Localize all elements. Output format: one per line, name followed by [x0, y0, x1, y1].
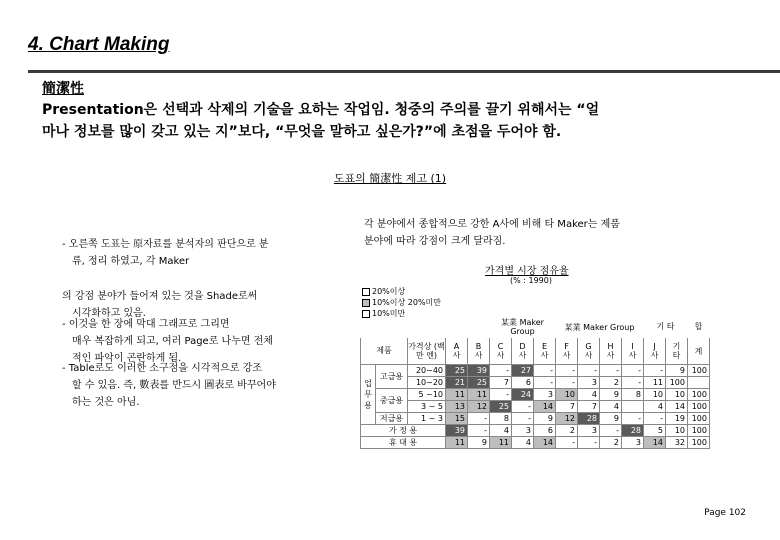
tier-cell: 고급용: [376, 365, 408, 389]
chart-note-line-1: 각 분야에서 종합적으로 강한 A사에 비해 타 Maker는 제품: [364, 219, 620, 230]
value-cell: 11: [446, 389, 468, 401]
table-group-row: [361, 316, 710, 338]
slide-title: 4. Chart Making: [28, 34, 170, 55]
value-cell: 8: [622, 389, 644, 401]
value-cell: 2: [600, 377, 622, 389]
company-suffix: 계: [694, 346, 703, 356]
value-cell: 28: [578, 413, 600, 425]
value-cell: 11: [644, 377, 666, 389]
chart-note: [364, 216, 620, 250]
value-cell: 12: [468, 401, 490, 413]
bullet-1: [62, 236, 269, 270]
value-cell: -: [600, 365, 622, 377]
value-cell: 39: [468, 365, 490, 377]
table-row: [361, 413, 710, 425]
value-cell: 14: [534, 401, 556, 413]
value-cell: 2: [556, 425, 578, 437]
company-name: B: [475, 342, 482, 351]
value-cell: 100: [688, 413, 710, 425]
value-cell: 25: [446, 365, 468, 377]
bullet-4-line-3: 하는 것은 아님.: [72, 397, 140, 408]
bullet-4: [62, 360, 276, 411]
page-number: Page 102: [704, 508, 746, 518]
value-cell: -: [578, 437, 600, 449]
value-cell: 10: [644, 389, 666, 401]
value-cell: 3: [578, 425, 600, 437]
company-suffix: 사: [606, 351, 615, 360]
company-header: [468, 338, 490, 365]
value-cell: -: [468, 413, 490, 425]
company-name: E: [541, 342, 548, 351]
price-range-cell: 20~40: [408, 365, 446, 377]
value-cell: 14: [534, 437, 556, 449]
value-cell: 7: [490, 377, 512, 389]
legend-label-high: 20%이상: [372, 287, 406, 296]
value-cell: 3: [534, 389, 556, 401]
value-cell: -: [512, 413, 534, 425]
value-cell: 100: [688, 437, 710, 449]
value-cell: 9: [600, 389, 622, 401]
value-cell: 6: [534, 425, 556, 437]
value-cell: 6: [512, 377, 534, 389]
table-header-row: [361, 338, 710, 365]
value-cell: 7: [556, 401, 578, 413]
value-cell: 11: [446, 437, 468, 449]
price-range-cell: 3 ~ 5: [408, 401, 446, 413]
value-cell: 14: [644, 437, 666, 449]
value-cell: 4: [644, 401, 666, 413]
product-header: 제품: [361, 338, 408, 365]
section-heading: 簡潔性: [42, 81, 84, 97]
company-name: G: [585, 342, 592, 351]
value-cell: 100: [688, 389, 710, 401]
value-cell: -: [556, 437, 578, 449]
value-cell: 3: [578, 377, 600, 389]
company-header: [666, 338, 688, 365]
value-cell: 9: [666, 365, 688, 377]
value-cell: 100: [688, 365, 710, 377]
value-cell: -: [600, 425, 622, 437]
value-cell: -: [622, 377, 644, 389]
company-header: [534, 338, 556, 365]
group-1-header: 某業 Maker Group: [501, 318, 544, 336]
company-suffix: 사: [650, 351, 659, 360]
chart-legend: [362, 286, 441, 319]
legend-swatch-dark: [362, 288, 370, 296]
company-header: [578, 338, 600, 365]
bullet-1-line-1: - 오른쪽 도표는 原자료를 분석자의 판단으로 분: [62, 239, 269, 250]
company-header: [644, 338, 666, 365]
company-header: [446, 338, 468, 365]
total-header: 합: [694, 322, 703, 331]
company-suffix: 사: [474, 351, 483, 360]
value-cell: 10: [666, 425, 688, 437]
value-cell: -: [622, 365, 644, 377]
value-cell: 4: [512, 437, 534, 449]
value-cell: 10: [666, 389, 688, 401]
bullet-2-line-2: 시각화하고 있음.: [72, 308, 146, 319]
value-cell: 9: [600, 413, 622, 425]
table-row: [361, 389, 710, 401]
bullet-4-line-1: - Table로도 이러한 소구점을 시각적으로 강조: [62, 363, 262, 374]
company-suffix: 타: [672, 351, 681, 360]
value-cell: -: [644, 413, 666, 425]
value-cell: 9: [534, 413, 556, 425]
company-name: D: [519, 342, 526, 351]
table-body: [361, 316, 710, 449]
bullet-4-line-2: 할 수 있음. 즉, 數表를 반드시 圖表로 바꾸어야: [72, 380, 276, 391]
value-cell: 28: [622, 425, 644, 437]
value-cell: -: [578, 365, 600, 377]
market-share-table: [360, 316, 710, 449]
value-cell: [688, 377, 710, 389]
chart-note-line-2: 분야에 따라 강점이 크게 달라짐.: [364, 236, 506, 247]
tier-cell: 저급용: [376, 413, 408, 425]
table-row: [361, 377, 710, 389]
value-cell: 3: [622, 437, 644, 449]
value-cell: 13: [446, 401, 468, 413]
value-cell: 39: [446, 425, 468, 437]
value-cell: -: [534, 377, 556, 389]
company-header: [622, 338, 644, 365]
company-name: J: [653, 342, 656, 351]
bullet-3-line-1: - 이것을 한 장에 막대 그래프로 그리면: [62, 319, 230, 330]
value-cell: -: [512, 401, 534, 413]
value-cell: 9: [468, 437, 490, 449]
company-suffix: 사: [452, 351, 461, 360]
company-header: [688, 338, 710, 365]
value-cell: -: [644, 365, 666, 377]
company-header: [600, 338, 622, 365]
other-header: 기 타: [656, 322, 675, 331]
value-cell: 100: [666, 377, 688, 389]
company-name: I: [631, 342, 634, 351]
value-cell: -: [490, 365, 512, 377]
bullet-1-line-2: 류, 정리 하였고, 각 Maker: [72, 256, 190, 267]
segment-cell: 가 정 용: [361, 425, 446, 437]
bullet-3-line-3: 적인 파악이 곤란하게 됨.: [72, 353, 182, 364]
price-range-cell: 1 ~ 3: [408, 413, 446, 425]
value-cell: 14: [666, 401, 688, 413]
value-cell: 2: [600, 437, 622, 449]
price-range-cell: 10~20: [408, 377, 446, 389]
value-cell: 11: [468, 389, 490, 401]
chart-unit: (% : 1990): [510, 276, 552, 285]
company-name: A: [453, 342, 460, 351]
value-cell: 100: [688, 401, 710, 413]
legend-label-low: 10%미만: [372, 309, 406, 318]
table-row: [361, 425, 710, 437]
corner-blank: [361, 316, 446, 338]
value-cell: 15: [446, 413, 468, 425]
value-cell: 4: [600, 401, 622, 413]
legend-swatch-grey: [362, 299, 370, 307]
value-cell: 32: [666, 437, 688, 449]
value-cell: 7: [578, 401, 600, 413]
value-cell: 24: [512, 389, 534, 401]
company-suffix: 사: [540, 351, 549, 360]
value-cell: [622, 401, 644, 413]
table-row: [361, 437, 710, 449]
table-row: [361, 365, 710, 377]
value-cell: 4: [490, 425, 512, 437]
value-cell: 10: [556, 389, 578, 401]
value-cell: -: [556, 377, 578, 389]
company-suffix: 사: [628, 351, 637, 360]
blank-group: [446, 316, 490, 338]
company-name: F: [564, 342, 569, 351]
legend-label-mid: 10%이상 20%미만: [372, 298, 442, 307]
value-cell: -: [534, 365, 556, 377]
group-2-header: 某業 Maker Group: [564, 322, 635, 332]
value-cell: 3: [512, 425, 534, 437]
legend-item-mid: [362, 297, 441, 308]
intro-line-2: 마나 정보를 많이 갖고 있는 지”보다, “무엇을 말하고 싶은가?”에 초점을 두어야 함.: [42, 124, 562, 140]
price-header: 가격상 (백만 엔): [408, 338, 446, 365]
table-row: [361, 401, 710, 413]
title-rule: [28, 70, 780, 73]
value-cell: 12: [556, 413, 578, 425]
tier-cell: 중급용: [376, 389, 408, 413]
company-suffix: 사: [496, 351, 505, 360]
value-cell: 8: [490, 413, 512, 425]
value-cell: 27: [512, 365, 534, 377]
value-cell: 19: [666, 413, 688, 425]
segment-cell: 휴 대 용: [361, 437, 446, 449]
intro-line-1: Presentation은 선택과 삭제의 기술을 요하는 작업임. 청중의 주의를 끌기 위해서는 “얼: [42, 102, 600, 118]
company-name: H: [607, 342, 614, 351]
company-header: [512, 338, 534, 365]
value-cell: -: [490, 389, 512, 401]
company-header: [490, 338, 512, 365]
company-suffix: 사: [562, 351, 571, 360]
legend-item-high: [362, 286, 441, 297]
company-header: [556, 338, 578, 365]
value-cell: 11: [490, 437, 512, 449]
value-cell: 21: [446, 377, 468, 389]
value-cell: -: [622, 413, 644, 425]
value-cell: 100: [688, 425, 710, 437]
value-cell: 25: [468, 377, 490, 389]
value-cell: 5: [644, 425, 666, 437]
chart-title: 가격별 시장 점유율: [485, 266, 569, 277]
value-cell: 4: [578, 389, 600, 401]
category-cell: 업무용: [361, 365, 376, 425]
company-name: 기: [672, 342, 681, 351]
bullet-3-line-2: 매우 복잡하게 되고, 여러 Page로 나누면 전체: [72, 336, 274, 347]
company-name: C: [497, 342, 504, 351]
company-suffix: 사: [584, 351, 593, 360]
figure-subtitle-text: 도표의 簡潔性 제고 (1): [333, 172, 447, 185]
value-cell: -: [468, 425, 490, 437]
value-cell: 25: [490, 401, 512, 413]
figure-subtitle: [0, 170, 780, 186]
value-cell: -: [556, 365, 578, 377]
company-suffix: 사: [518, 351, 527, 360]
price-range-cell: 5 ~10: [408, 389, 446, 401]
bullet-2-line-1: 의 강점 분야가 들어져 있는 것을 Shade로써: [62, 291, 258, 302]
